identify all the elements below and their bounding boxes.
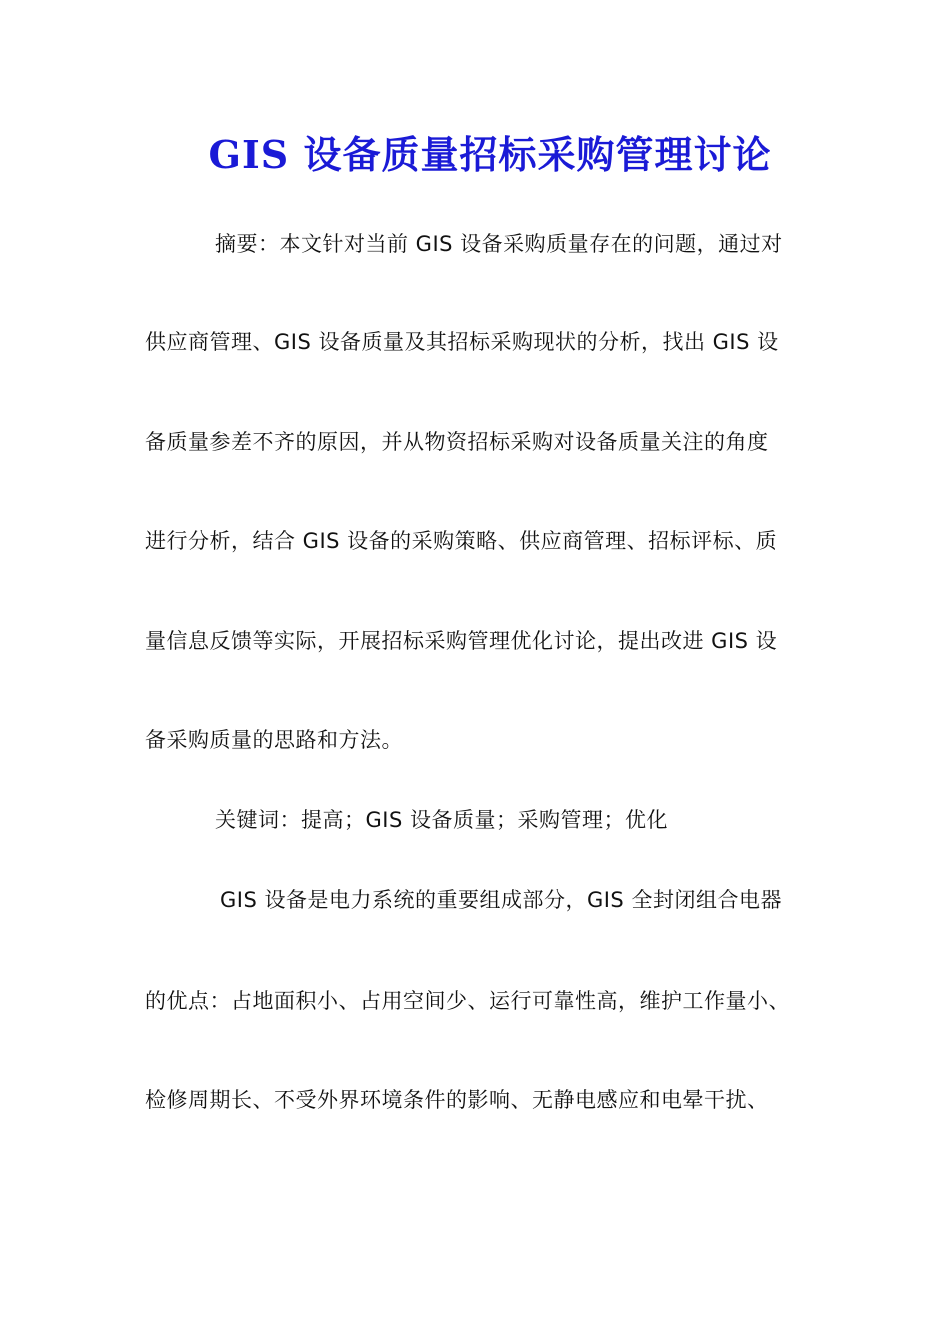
abstract-line-1: 摘要：本文针对当前 GIS 设备采购质量存在的问题，通过对 — [215, 232, 783, 256]
abstract-line-5: 量信息反馈等实际，开展招标采购管理优化讨论，提出改进 GIS 设 — [145, 629, 778, 653]
document-title: GIS 设备质量招标采购管理讨论 — [208, 132, 772, 177]
abstract-line-6: 备采购质量的思路和方法。 — [145, 728, 403, 752]
abstract-line-2: 供应商管理、GIS 设备质量及其招标采购现状的分析，找出 GIS 设 — [145, 330, 779, 354]
body-line-1: GIS 设备是电力系统的重要组成部分，GIS 全封闭组合电器 — [220, 888, 782, 912]
body-line-2: 的优点：占地面积小、占用空间少、运行可靠性高，维护工作量小、 — [145, 989, 790, 1013]
body-line-3: 检修周期长、不受外界环境条件的影响、无静电感应和电晕干扰、 — [145, 1088, 769, 1112]
abstract-line-3: 备质量参差不齐的原因，并从物资招标采购对设备质量关注的角度 — [145, 430, 769, 454]
keywords-line: 关键词：提高；GIS 设备质量；采购管理；优化 — [215, 808, 668, 832]
abstract-line-4: 进行分析，结合 GIS 设备的采购策略、供应商管理、招标评标、质 — [145, 529, 778, 553]
